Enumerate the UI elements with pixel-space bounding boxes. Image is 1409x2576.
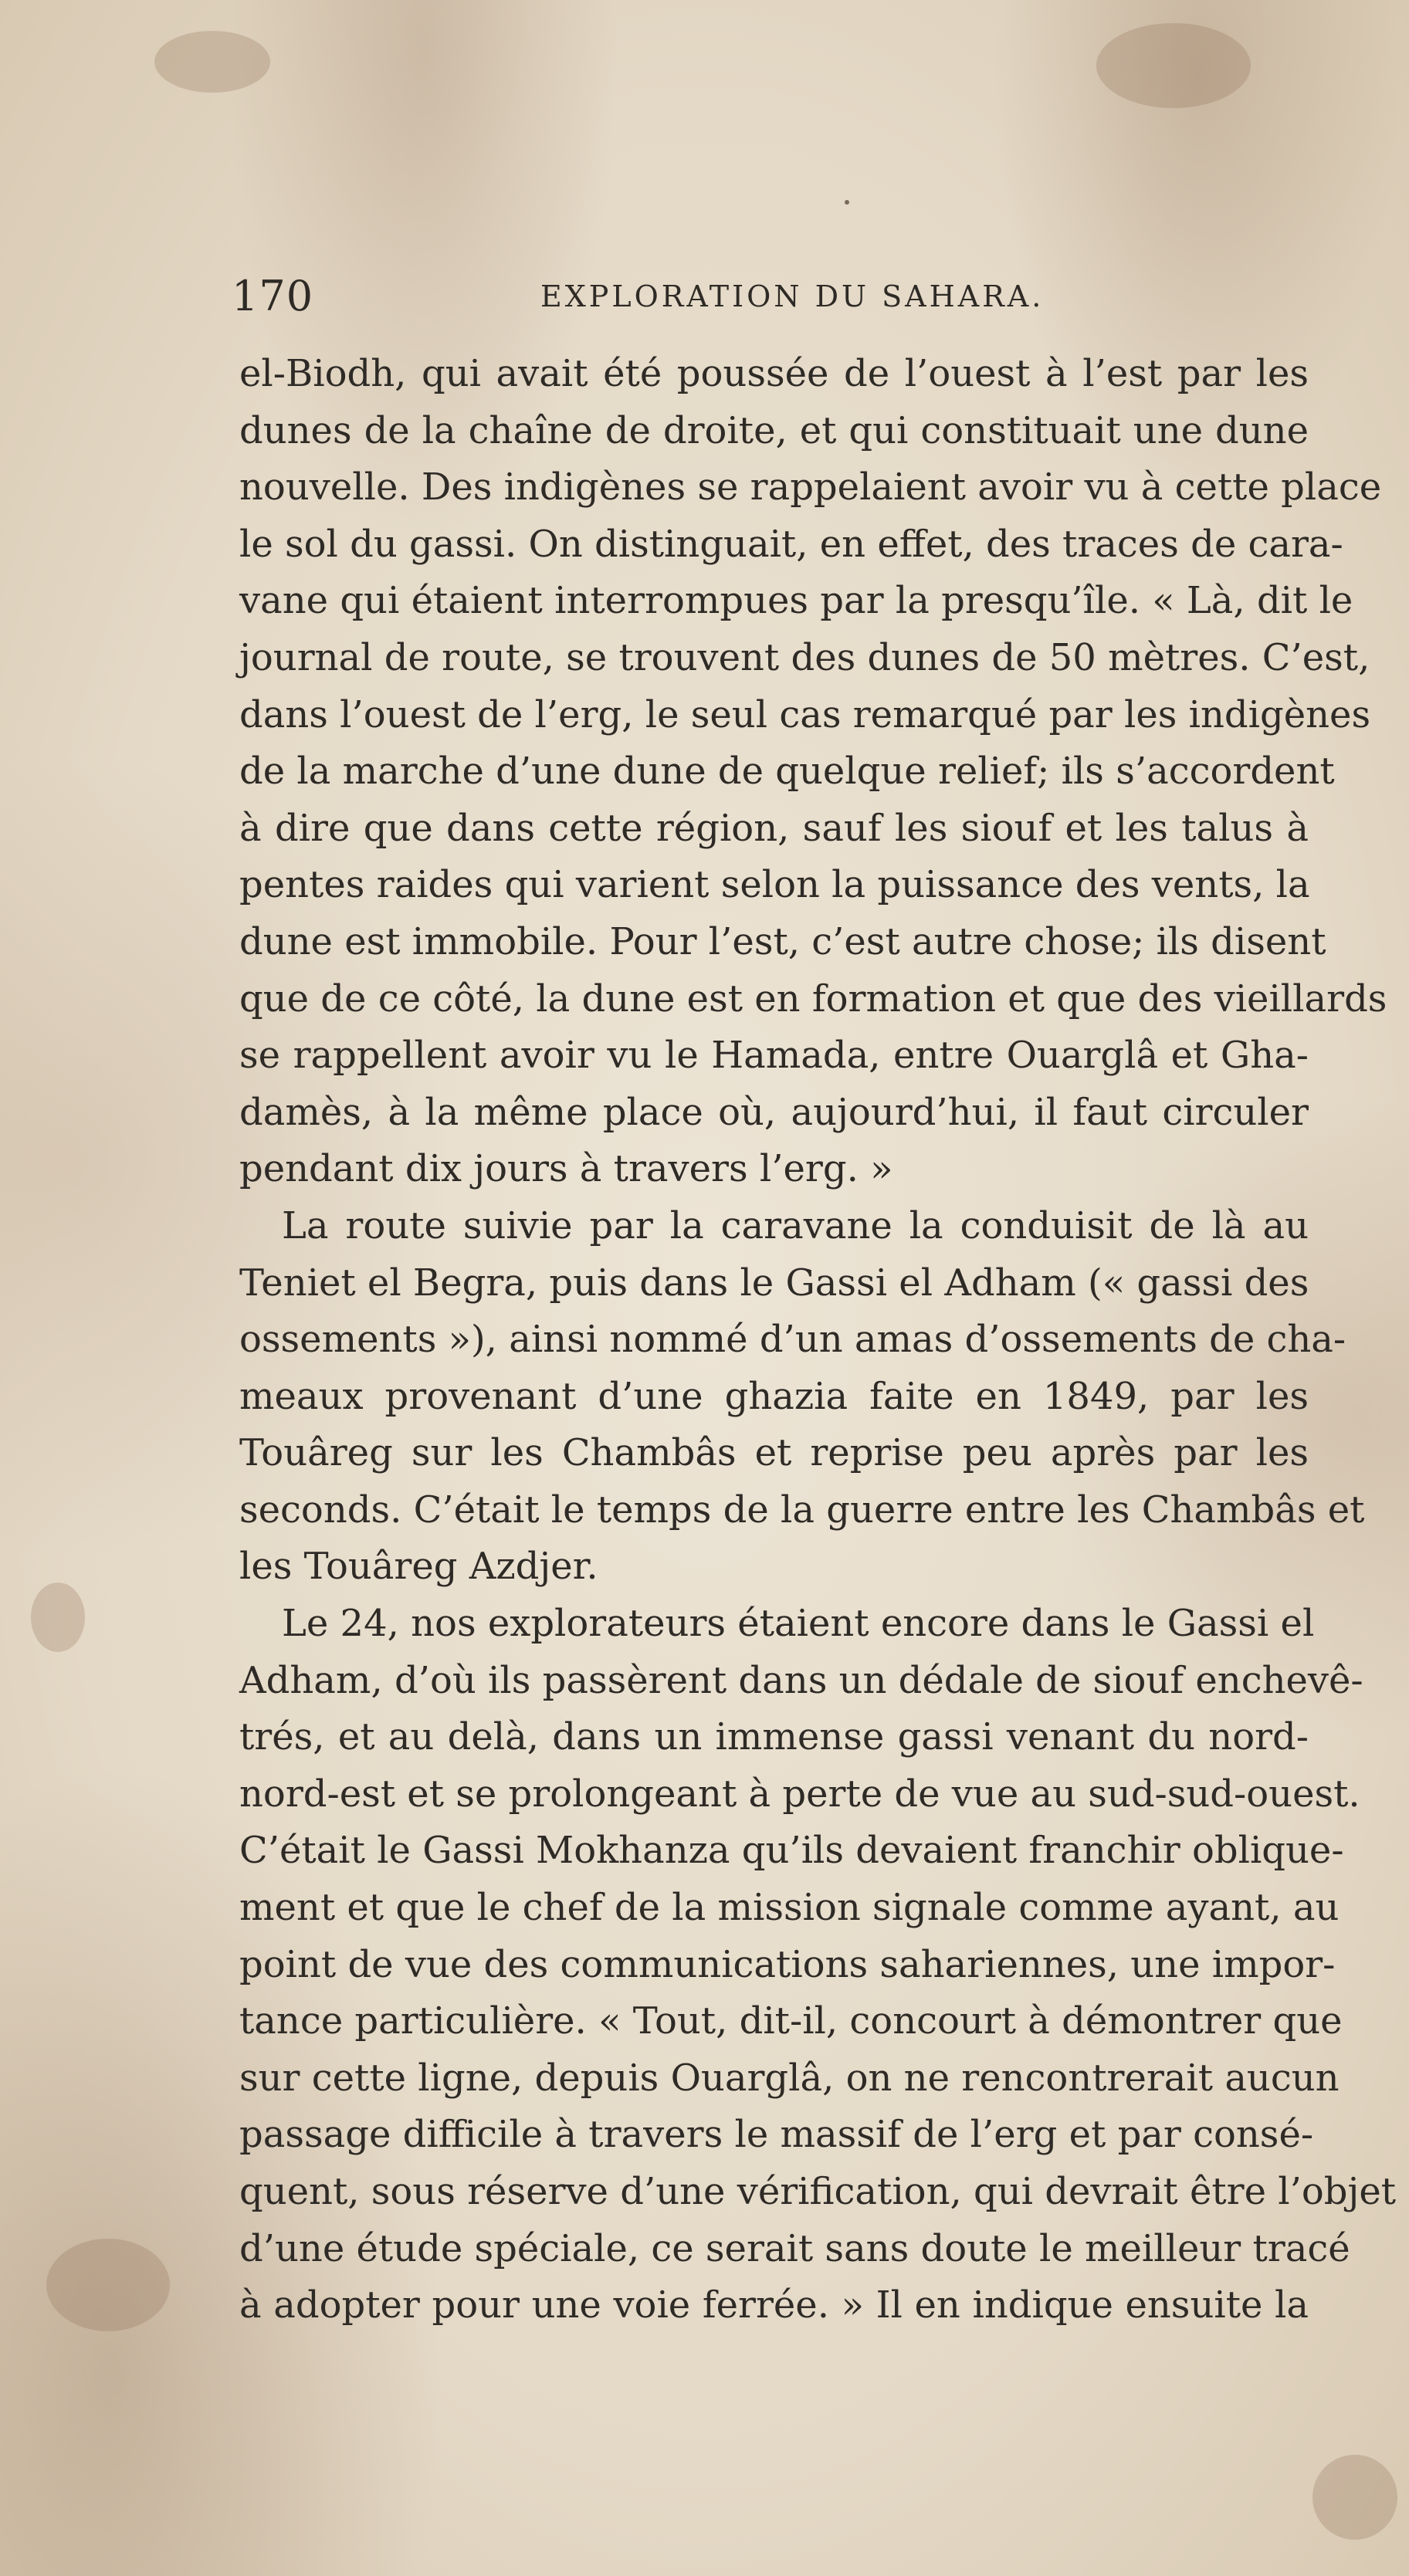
text-line: les Touâreg Azdjer.: [239, 1545, 598, 1589]
text-line: de la marche d’une dune de quelque relief; ils s’accordent: [239, 750, 1335, 794]
text-line: que de ce côté, la dune est en formation et que des vieillards: [239, 977, 1387, 1021]
text-line: d’une étude spéciale, ce serait sans doute le meilleur tracé: [239, 2226, 1350, 2270]
text-line: vane qui étaient interrompues par la presqu’île. « Là, dit le: [239, 579, 1353, 623]
text-line: sur cette ligne, depuis Ouarglâ, on ne rencontrerait aucun: [239, 2056, 1340, 2100]
ink-speck: [845, 200, 849, 205]
text-line: passage difficile à travers le massif de l’erg et par consé-: [239, 2113, 1314, 2157]
running-head: EXPLORATION DU SAHARA.: [540, 279, 1045, 313]
paper-stain: [46, 2239, 170, 2331]
text-line: ment et que le chef de la mission signale comme ayant, au: [239, 1886, 1340, 1930]
text-line: à adopter pour une voie ferrée. » Il en indique ensuite la: [239, 2283, 1309, 2327]
body-text: [239, 346, 1397, 2334]
text-line: damès, à la même place où, aujourd’hui, il faut circuler: [239, 1090, 1309, 1134]
text-line: trés, et au delà, dans un immense gassi venant du nord-: [239, 1715, 1309, 1759]
text-line: dunes de la chaîne de droite, et qui constituait une dune: [239, 408, 1309, 452]
text-line: tance particulière. « Tout, dit-il, concourt à démontrer que: [239, 1999, 1343, 2043]
text-line: Adham, d’où ils passèrent dans un dédale de siouf enchevê-: [239, 1658, 1363, 1702]
text-line: pendant dix jours à travers l’erg. »: [239, 1147, 893, 1191]
text-line: Le 24, nos explorateurs étaient encore dans le Gassi el: [282, 1602, 1315, 1646]
text-line: à dire que dans cette région, sauf les siouf et les talus à: [239, 806, 1309, 850]
text-line: C’était le Gassi Mokhanza qu’ils devaient franchir oblique-: [239, 1829, 1344, 1873]
text-line: le sol du gassi. On distinguait, en effet, des traces de cara-: [239, 522, 1343, 566]
text-line: Touâreg sur les Chambâs et reprise peu après par les: [239, 1431, 1309, 1475]
text-line: ossements »), ainsi nommé d’un amas d’ossements de cha-: [239, 1318, 1346, 1362]
page-header: [232, 272, 1312, 326]
text-line: La route suivie par la caravane la conduisit de là au: [282, 1203, 1309, 1247]
text-line: meaux provenant d’une ghazia faite en 1849, par les: [239, 1374, 1309, 1418]
text-line: dans l’ouest de l’erg, le seul cas remarqué par les indigènes: [239, 692, 1371, 736]
text-line: pentes raides qui varient selon la puissance des vents, la: [239, 863, 1310, 907]
page-number: 170: [232, 272, 314, 320]
text-line: se rappellent avoir vu le Hamada, entre Ouarglâ et Gha-: [239, 1034, 1309, 1078]
paper-stain: [1312, 2455, 1397, 2540]
text-line: point de vue des communications sahariennes, une impor-: [239, 1942, 1336, 1986]
text-line: nouvelle. Des indigènes se rappelaient avoir vu à cette place: [239, 465, 1382, 509]
text-line: journal de route, se trouvent des dunes de 50 mètres. C’est,: [239, 635, 1370, 679]
text-line: nord-est et se prolongeant à perte de vue au sud-sud-ouest.: [239, 1772, 1360, 1816]
text-line: el-Biodh, qui avait été poussée de l’ouest à l’est par les: [239, 352, 1309, 395]
text-line: dune est immobile. Pour l’est, c’est autre chose; ils disent: [239, 919, 1326, 963]
paper-stain: [154, 31, 270, 93]
text-line: seconds. C’était le temps de la guerre entre les Chambâs et: [239, 1488, 1365, 1532]
paper-stain: [31, 1582, 85, 1652]
text-line: Teniet el Begra, puis dans le Gassi el Adham (« gassi des: [239, 1261, 1309, 1305]
paper-stain: [1096, 23, 1251, 108]
text-line: quent, sous réserve d’une vérification, qui devrait être l’objet: [239, 2170, 1397, 2213]
